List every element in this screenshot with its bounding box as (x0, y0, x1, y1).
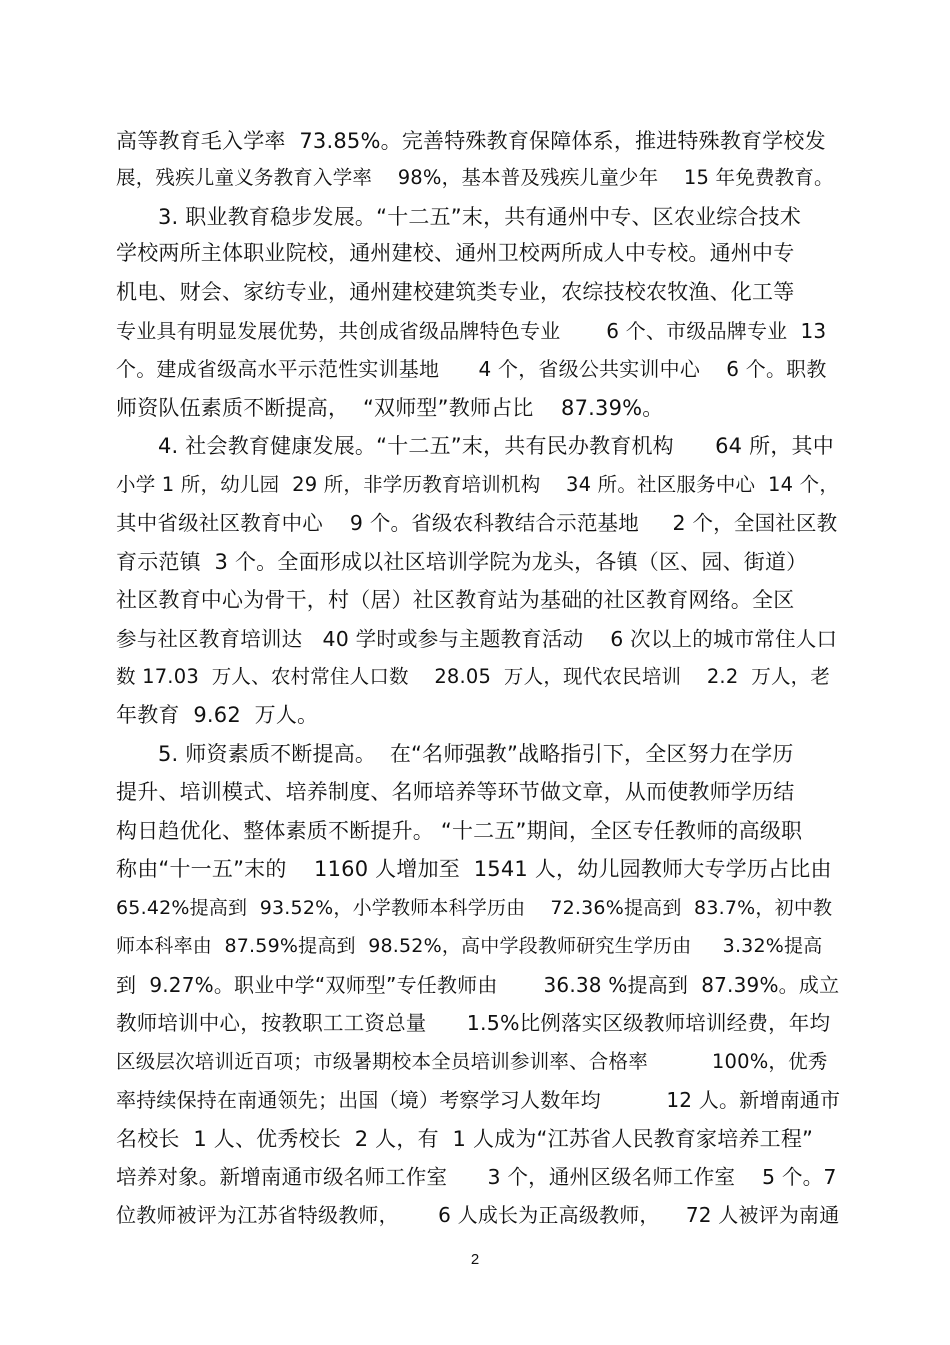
text-line: 个。建成省级高水平示范性实训基地 4 个，省级公共实训中心 6 个。职教 (116, 357, 827, 381)
text-line: 65.42%提高到 93.52%，小学教师本科学历由 72.36%提高到 83.7%，初中教 (116, 897, 833, 919)
text-line: 到 9.27%。职业中学“双师型”专任教师由 36.38 %提高到 87.39%。成立 (116, 973, 840, 997)
text-line: 高等教育毛入学率 73.85%。完善特殊教育保障体系，推进特殊教育学校发 (116, 129, 826, 153)
text-line: 提升、培训模式、培养制度、名师培养等环节做文章，从而使教师学历结 (116, 780, 795, 804)
text-line: 机电、财会、家纺专业，通州建校建筑类专业，农综技校农牧渔、化工等 (116, 280, 795, 304)
text-line: 其中省级社区教育中心 9 个。省级农科教结合示范基地 2 个，全国社区教 (116, 511, 838, 535)
text-line: 称由“十一五”末的 1160 人增加至 1541 人，幼儿园教师大专学历占比由 (116, 857, 832, 881)
text-line: 小学 1 所，幼儿园 29 所，非学历教育培训机构 34 所。社区服务中心 14 个， (116, 473, 840, 496)
text-line: 教师培训中心，按教职工工资总量 1.5%比例落实区级教师培训经费，年均 (116, 1011, 831, 1035)
text-line: 名校长 1 人、优秀校长 2 人，有 1 人成为“江苏省人民教育家培养工程” (116, 1127, 814, 1151)
text-line: 专业具有明显发展优势，共创成省级品牌特色专业 6 个、市级品牌专业 13 (116, 319, 827, 343)
text-line: 数 17.03 万人、农村常住人口数 28.05 万人，现代农民培训 2.2 万人，老 (116, 665, 831, 688)
text-line: 展，残疾儿童义务教育入学率 98%，基本普及残疾儿童少年 15 年免费教育。 (116, 166, 834, 189)
text-line: 育示范镇 3 个。全面形成以社区培训学院为龙头，各镇（区、园、街道） (116, 550, 808, 574)
text-line: 4. 社会教育健康发展。“十二五”末，共有民办教育机构 64 所，其中 (158, 434, 834, 458)
text-line: 构日趋优化、整体素质不断提升。 “十二五”期间，全区专任教师的高级职 (116, 819, 803, 843)
text-line: 区级层次培训近百项；市级暑期校本全员培训参训率、合格率 100%，优秀 (116, 1050, 828, 1073)
text-line: 培养对象。新增南通市级名师工作室 3 个，通州区级名师工作室 5 个。7 (116, 1165, 837, 1189)
text-line: 5. 师资素质不断提高。 在“名师强教”战略指引下，全区努力在学历 (158, 742, 794, 766)
text-line: 师资队伍素质不断提高， “双师型”教师占比 87.39%。 (116, 396, 664, 420)
page-number: 2 (470, 1251, 480, 1268)
text-line: 年教育 9.62 万人。 (116, 703, 319, 727)
text-line: 位教师被评为江苏省特级教师， 6 人成长为正高级教师， 72 人被评为南通 (116, 1203, 840, 1227)
text-line: 师本科率由 87.59%提高到 98.52%，高中学段教师研究生学历由 3.32%提高 (116, 935, 823, 957)
text-line: 3. 职业教育稳步发展。“十二五”末，共有通州中专、区农业综合技术 (158, 205, 802, 229)
text-line: 社区教育中心为骨干，村（居）社区教育站为基础的社区教育网络。全区 (116, 588, 795, 612)
text-line: 学校两所主体职业院校，通州建校、通州卫校两所成人中专校。通州中专 (116, 241, 795, 265)
text-line: 参与社区教育培训达 40 学时或参与主题教育活动 6 次以上的城市常住人口 (116, 627, 838, 651)
text-line: 率持续保持在南通领先；出国（境）考察学习人数年均 12 人。新增南通市 (116, 1088, 841, 1112)
